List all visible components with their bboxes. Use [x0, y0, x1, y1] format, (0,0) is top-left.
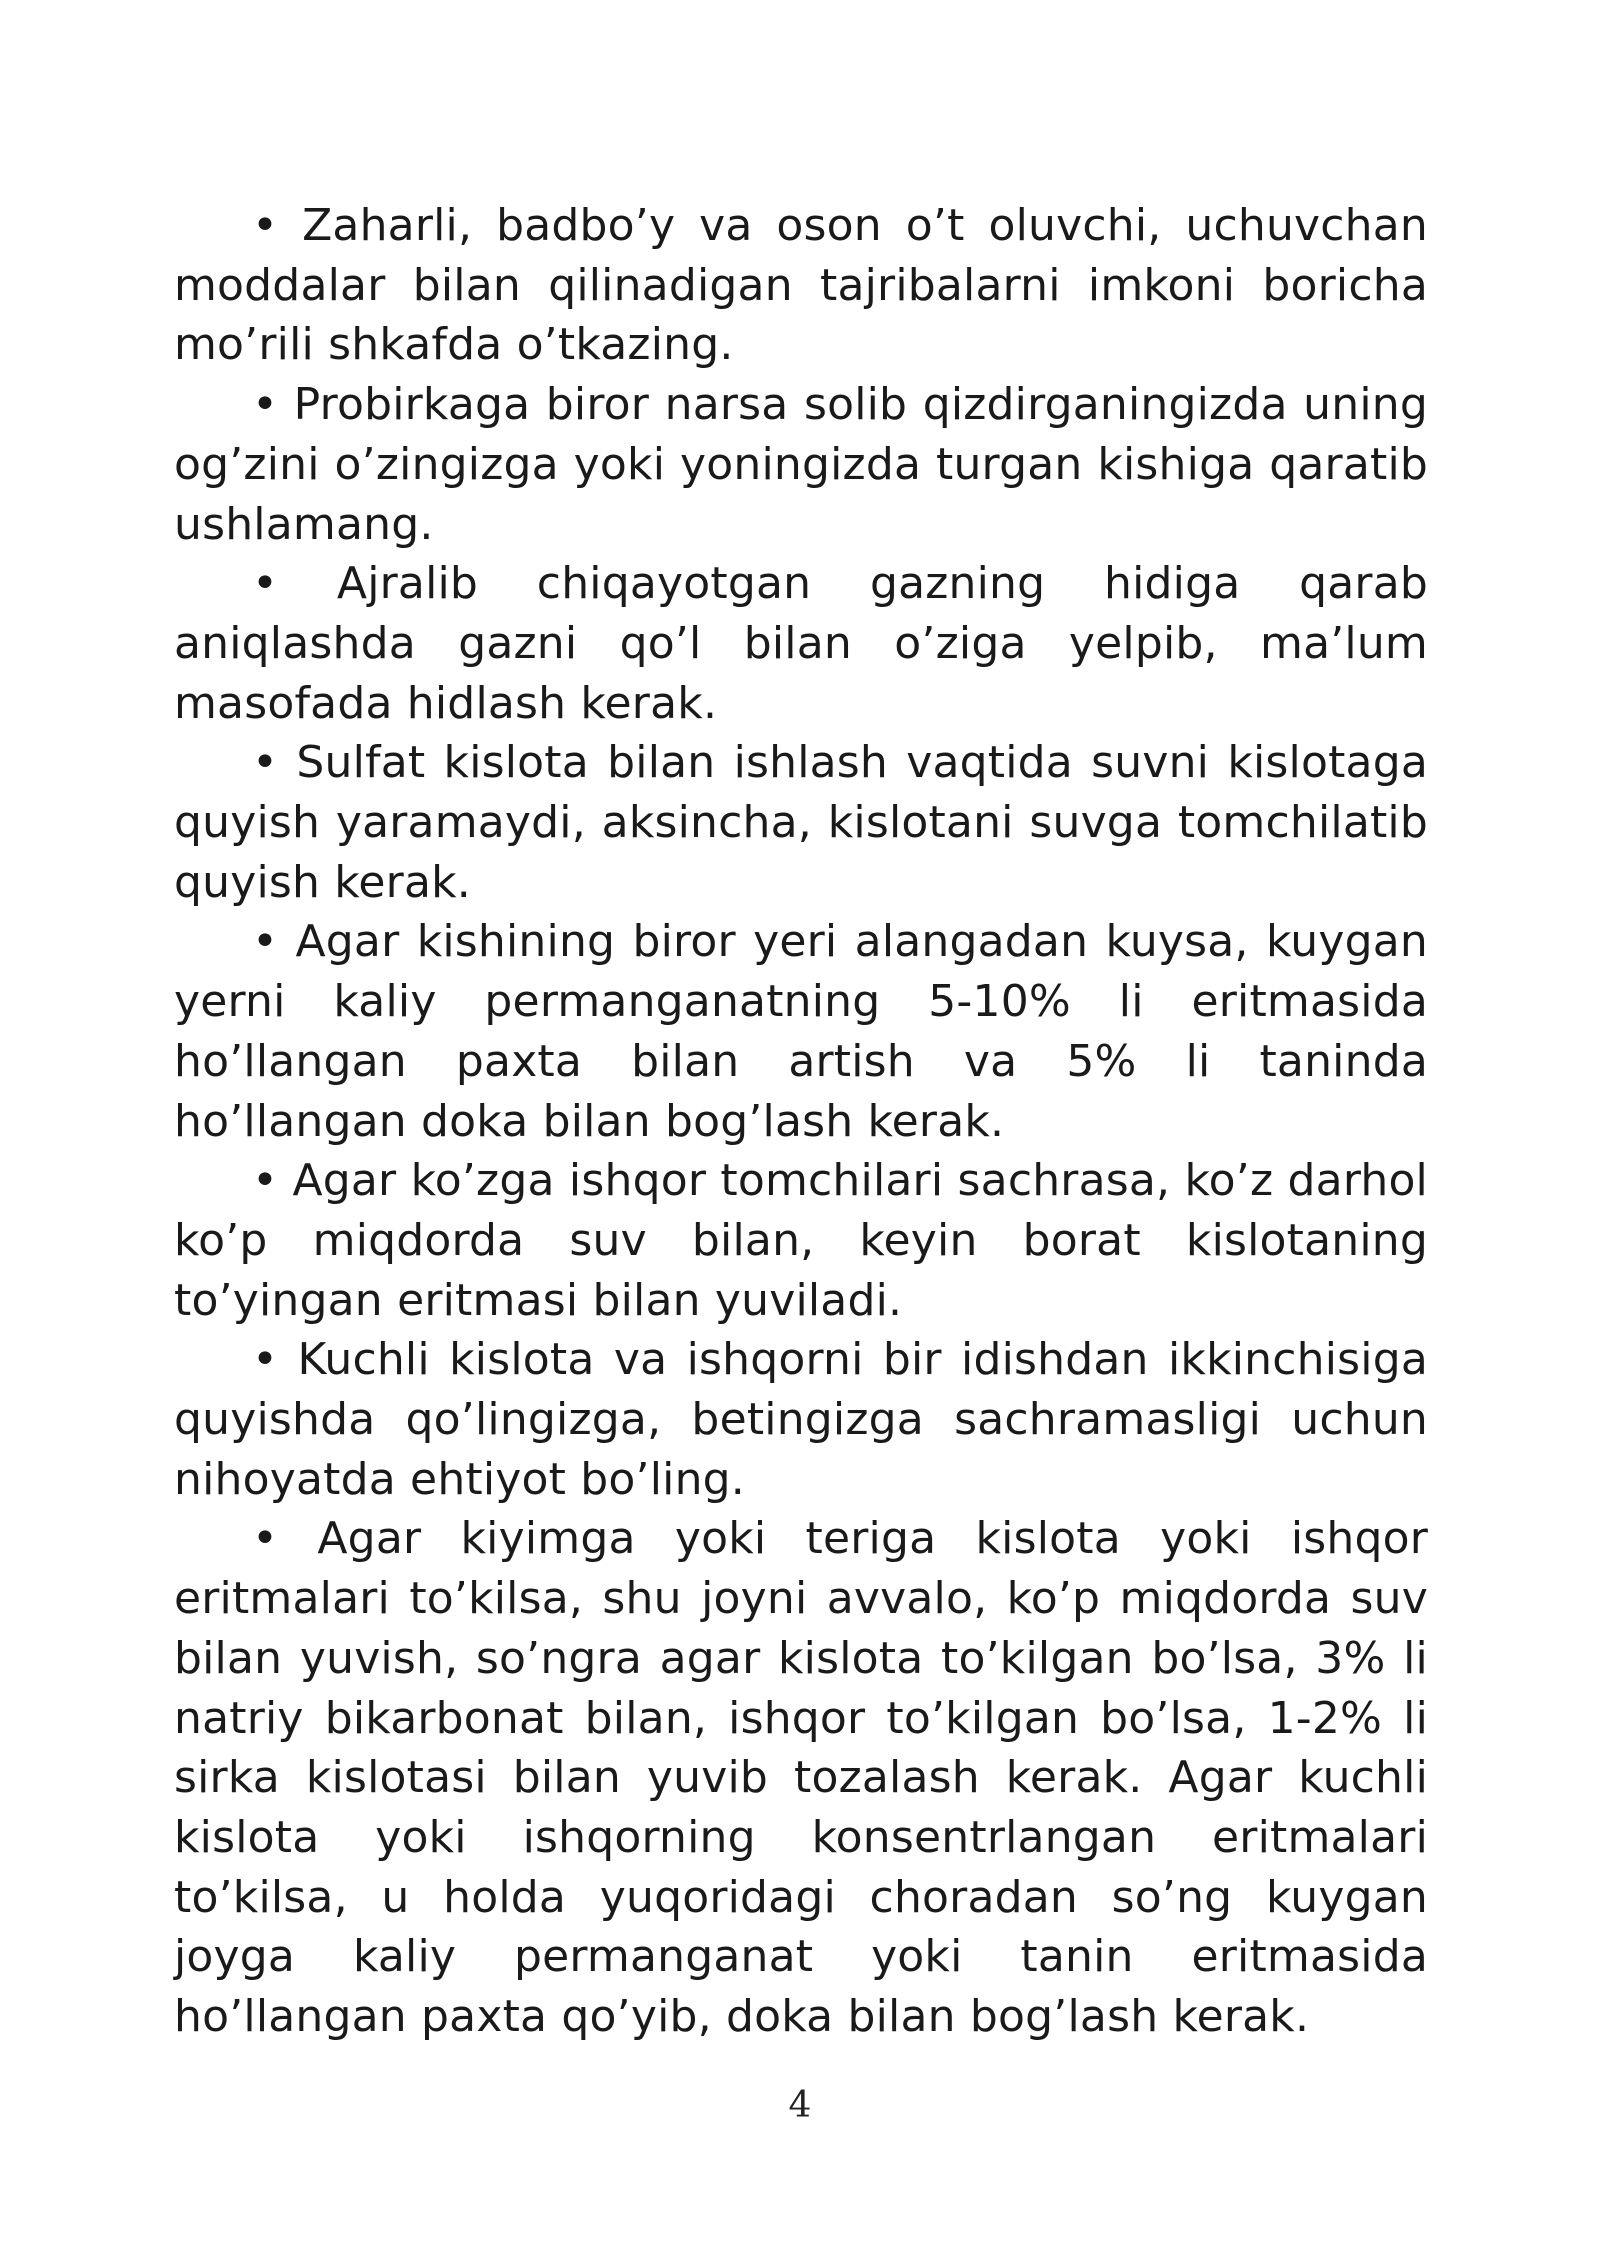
rule-paragraph: • Agar kishining biror yeri alangadan kuysa, kuygan yerni kaliy permanganatning 5-10% li eritmasida ho’llangan paxta bilan artish va 5% li taninda ho’llangan doka bilan bog’lash kerak.	[174, 916, 1428, 1147]
rule-paragraph: • Probirkaga biror narsa solib qizdirganingizda uning og’zini o’zingizga yoki yoningizda turgan kishiga qaratib ushlamang.	[174, 379, 1428, 550]
safety-rules-list	[174, 196, 1428, 2047]
rule-paragraph: • Zaharli, badbo’y va oson o’t oluvchi, uchuvchan moddalar bilan qilinadigan tajribalarni imkoni boricha mo’rili shkafda o’tkazing.	[174, 200, 1428, 371]
page-number: 4	[788, 2085, 812, 2126]
rule-paragraph: • Agar ko’zga ishqor tomchilari sachrasa, ko’z darhol ko’p miqdorda suv bilan, keyin borat kislotaning to’yingan eritmasi bilan yuviladi.	[174, 1155, 1428, 1326]
rule-paragraph: • Agar kiyimga yoki teriga kislota yoki ishqor eritmalari to’kilsa, shu joyni avvalo, ko’p miqdorda suv bilan yuvish, so’ngra agar kislota to’kilgan bo’lsa, 3% li natriy bikarbonat bilan, ishqor to’kilgan bo’lsa, 1-2% li sirka kislotasi bilan yuvib tozalash kerak. Agar kuchli kislota yoki ishqorning konsentrlangan eritmalari to’kilsa, u holda yuqoridagi choradan so’ng kuygan joyga kaliy permanganat yoki tanin eritmasida ho’llangan paxta qo’yib, doka bilan bog’lash kerak.	[174, 1513, 1428, 2043]
rule-paragraph: • Ajralib chiqayotgan gazning hidiga qarab aniqlashda gazni qo’l bilan o’ziga yelpib, ma’lum masofada hidlash kerak.	[174, 558, 1428, 729]
rule-paragraph: • Sulfat kislota bilan ishlash vaqtida suvni kislotaga quyish yaramaydi, aksincha, kislotani suvga tomchilatib quyish kerak.	[174, 737, 1428, 908]
rule-paragraph: • Kuchli kislota va ishqorni bir idishdan ikkinchisiga quyishda qo’lingizga, betingizga sachramasligi uchun nihoyatda ehtiyot bo’ling.	[174, 1334, 1428, 1505]
